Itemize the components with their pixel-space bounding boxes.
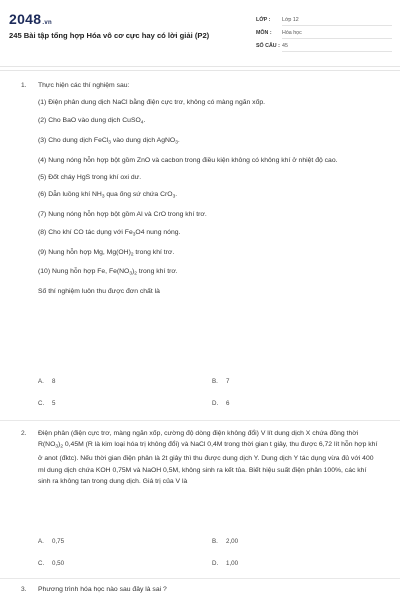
option-letter: A. [38, 538, 44, 545]
answer-option-c[interactable] [38, 400, 55, 407]
experiment-item: (1) Điện phân dung dịch NaCl bằng điện cực trơ, không có màng ngăn xốp. [38, 99, 266, 107]
experiment-item: (7) Nung nóng hỗn hợp bột gồm Al và CrO trong khí trơ. [38, 211, 207, 219]
experiment-item: (9) Nung hỗn hợp Mg, $Mg(OH)_2$ trong khí trơ. [38, 248, 175, 258]
option-text: 0,75 [52, 538, 65, 545]
question-text: Điện phân (điện cực trơ, màng ngăn xốp, cường độ dòng điện không đổi) V lít dung dịch X chứa đồng thời $R(NO_3)_2$ 0,45M (R là kim loại hóa trị không đổi) và NaCl 0,4M trong thời gian t giây, thu được 6,72 lít hỗn hợp khí ở anot (đktc). Nếu thời gian điện phân là 2t giây thì thu được dung dịch Y. Dung dịch Y tác dụng vừa đủ với 400 ml dung dịch chứa KOH 0,75M và NaOH 0,5M, không sinh ra kết tủa. Biết hiệu suất điện phân 100%, các khí sinh ra không tan trong dung dịch. Giá trị của V là [38, 430, 378, 486]
header-divider [0, 66, 400, 67]
logo-text: 2048 [9, 11, 42, 27]
logo-tld: .vn [42, 20, 52, 26]
experiment-item: (10) Nung hỗn hợp Fe, $Fe(NO_3)_2$ trong khí trơ. [38, 268, 178, 277]
answer-option-a[interactable] [38, 378, 55, 385]
document-title: 245 Bài tập tổng hợp Hóa vô cơ cực hay có lời giải (P2) [9, 31, 210, 40]
experiment-item: (8) Cho khí CO tác dụng với $Fe_3O4$ nung nóng. [38, 228, 181, 238]
site-logo[interactable] [9, 11, 52, 27]
option-text: 6 [226, 400, 230, 407]
answer-option-b[interactable] [212, 378, 229, 385]
option-letter: C. [38, 560, 45, 567]
option-letter: D. [212, 400, 219, 407]
meta-class-value: Lớp 12 [282, 17, 299, 23]
option-letter: A. [38, 378, 44, 385]
question-number: 2. [21, 430, 27, 437]
experiment-item: (5) Đốt cháy HgS trong khí oxi dư. [38, 173, 142, 181]
question-intro: Thực hiện các thí nghiệm sau: [38, 82, 130, 89]
meta-underline [282, 38, 392, 39]
question-number: 1. [21, 82, 27, 89]
question-body [38, 80, 378, 304]
option-letter: B. [212, 538, 218, 545]
question-number: 3. [21, 586, 27, 593]
meta-class-key: LỚP : [256, 17, 271, 23]
meta-underline [282, 51, 392, 52]
meta-underline [282, 25, 392, 26]
question-body [38, 584, 378, 601]
option-letter: B. [212, 378, 218, 385]
meta-count-value: 45 [282, 43, 288, 49]
option-text: 0,50 [52, 560, 65, 567]
answer-option-a[interactable] [38, 538, 64, 545]
option-text: 2,00 [226, 538, 239, 545]
question-prompt: Số thí nghiệm luôn thu được đơn chất là [38, 288, 160, 296]
answer-option-d[interactable] [212, 560, 238, 567]
question-text: Phương trình hóa học nào sau đây là sai ? [38, 586, 167, 593]
experiment-item: (3) Cho dung dịch FeCl$_3$ vào dung dịch AgNO$_3$. [38, 136, 180, 146]
answer-option-d[interactable] [212, 400, 229, 407]
option-text: 1,00 [226, 560, 239, 567]
header-divider [0, 70, 400, 71]
answer-option-c[interactable] [38, 560, 64, 567]
answer-option-b[interactable] [212, 538, 238, 545]
question-divider [0, 420, 400, 421]
experiment-item: (6) Dẫn luồng khí $NH_3$ qua ống sứ chứa CrO$_3$. [38, 191, 178, 200]
experiment-item: (2) Cho BaO vào dung dịch CuSO$_4$. [38, 116, 146, 126]
experiment-item: (4) Nung nóng hỗn hợp bột gồm ZnO và cacbon trong điều kiện không có không khí ở nhiệt độ cao. [38, 156, 338, 164]
meta-subject-key: MÔN : [256, 30, 272, 36]
option-text: 8 [52, 378, 56, 385]
meta-subject-value: Hóa học [282, 30, 302, 36]
document-header [0, 0, 400, 63]
question-divider [0, 578, 400, 579]
option-text: 5 [52, 400, 56, 407]
meta-count-key: SỐ CÂU : [256, 43, 280, 49]
option-letter: D. [212, 560, 219, 567]
option-letter: C. [38, 400, 45, 407]
question-body [38, 428, 378, 494]
option-text: 7 [226, 378, 230, 385]
